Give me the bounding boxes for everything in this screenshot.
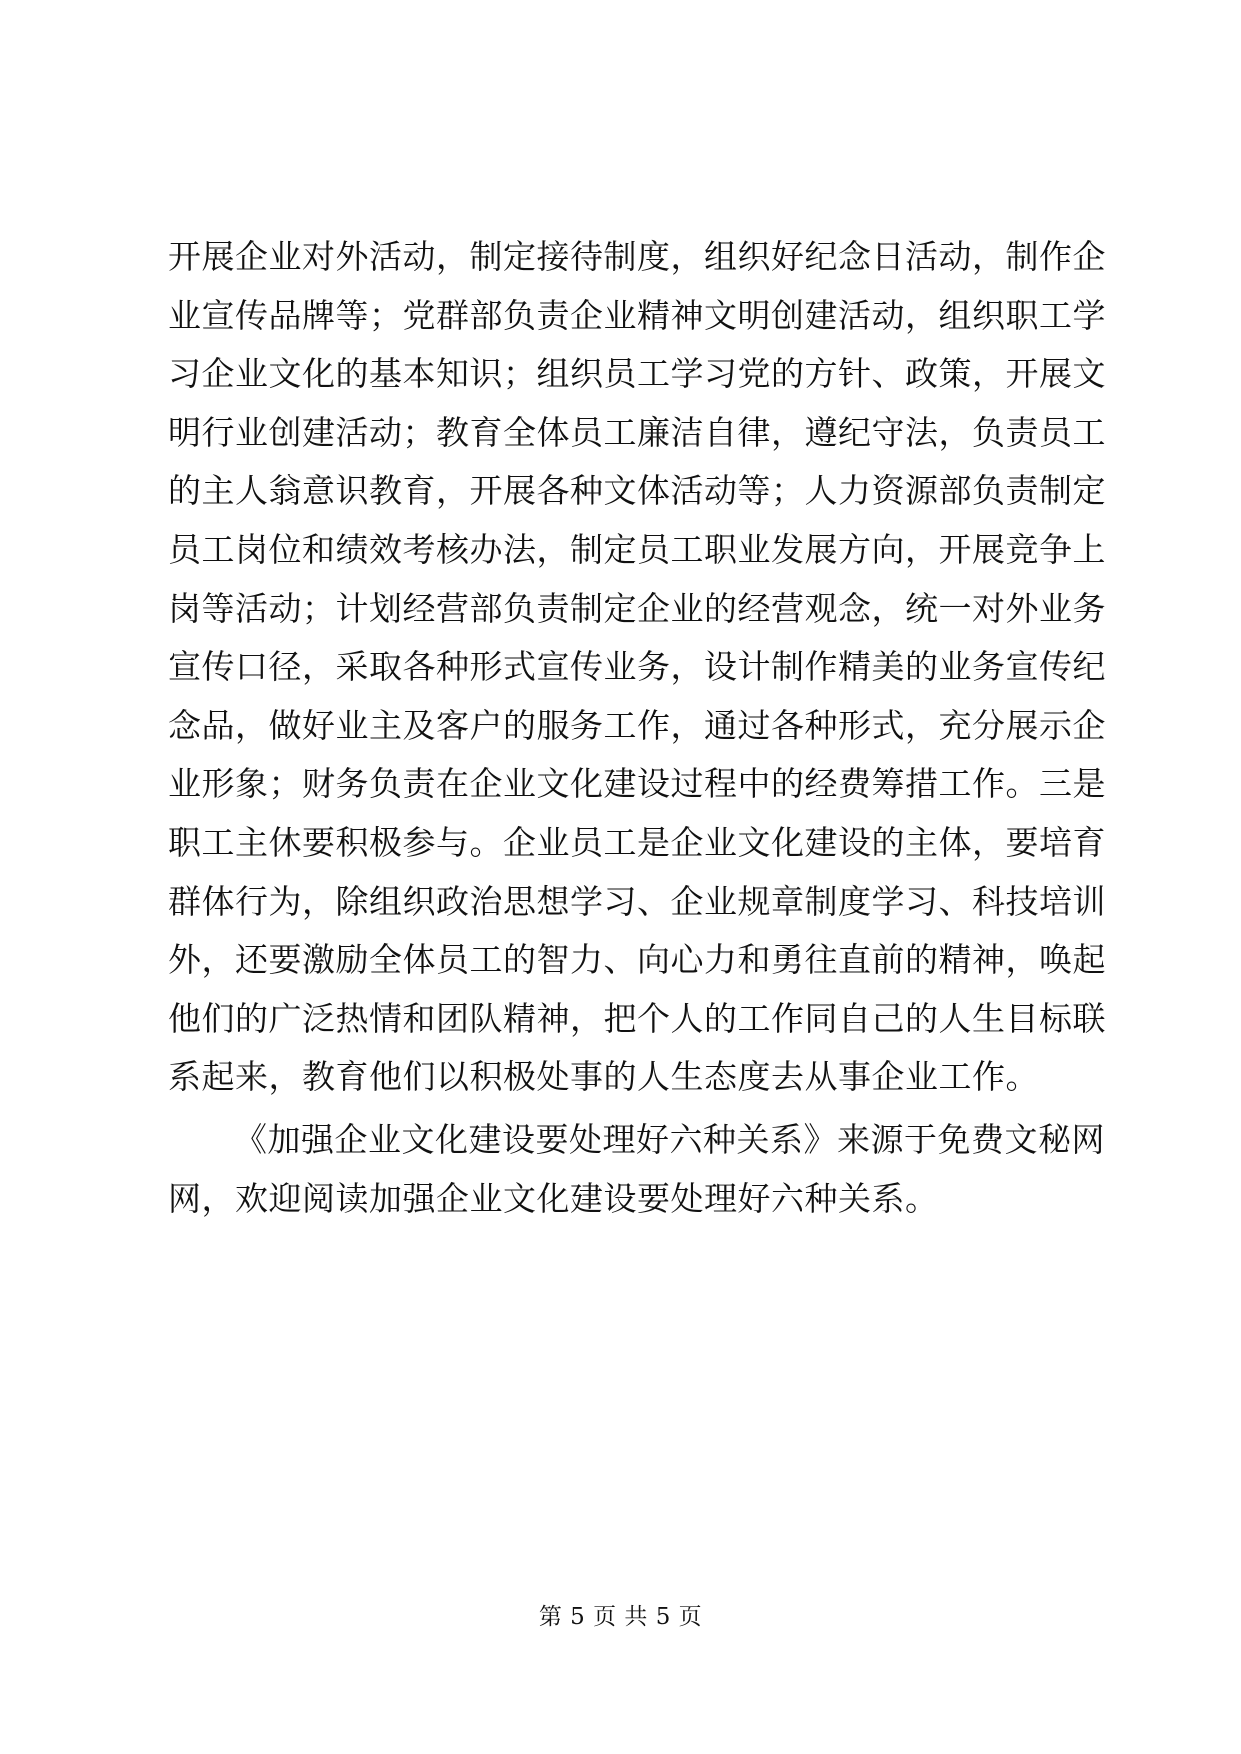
text-line: 明行业创建活动；教育全体员工廉洁自律，遵纪守法，负责员工 <box>168 412 1106 452</box>
text-line: 员工岗位和绩效考核办法，制定员工职业发展方向，开展竞争上 <box>168 529 1106 569</box>
text-line: 习企业文化的基本知识；组织员工学习党的方针、政策，开展文 <box>168 354 1106 394</box>
text-line: 宣传口径，采取各种形式宣传业务，设计制作精美的业务宣传纪 <box>168 647 1106 687</box>
text-line: 职工主休要积极参与。企业员工是企业文化建设的主体，要培育 <box>168 822 1106 862</box>
paragraph-2 <box>168 1111 1105 1228</box>
text-line: 《加强企业文化建设要处理好六种关系》来源于免费文秘网 <box>234 1119 1105 1159</box>
page-number-footer: 第 5 页 共 5 页 <box>538 1604 703 1630</box>
text-line: 岗等活动；计划经营部负责制定企业的经营观念，统一对外业务 <box>168 588 1106 628</box>
text-line: 群体行为，除组织政治思想学习、企业规章制度学习、科技培训 <box>168 881 1106 921</box>
text-line: 网，欢迎阅读加强企业文化建设要处理好六种关系。 <box>168 1178 939 1218</box>
text-line: 业宣传品牌等；党群部负责企业精神文明创建活动，组织职工学 <box>168 295 1106 335</box>
paragraph-1 <box>168 228 1106 1107</box>
text-line: 外，还要激励全体员工的智力、向心力和勇往直前的精神，唤起 <box>168 940 1106 980</box>
text-line: 他们的广泛热情和团队精神，把个人的工作同自己的人生目标联 <box>168 998 1106 1038</box>
text-line: 系起来，教育他们以积极处事的人生态度去从事企业工作。 <box>168 1057 1039 1097</box>
document-body <box>168 228 1106 1228</box>
text-line: 业形象；财务负责在企业文化建设过程中的经费筹措工作。三是 <box>168 764 1106 804</box>
text-line: 念品，做好业主及客户的服务工作，通过各种形式，充分展示企 <box>168 705 1106 745</box>
text-line: 开展企业对外活动，制定接待制度，组织好纪念日活动，制作企 <box>168 237 1106 276</box>
text-line: 的主人翁意识教育，开展各种文体活动等；人力资源部负责制定 <box>168 471 1106 511</box>
